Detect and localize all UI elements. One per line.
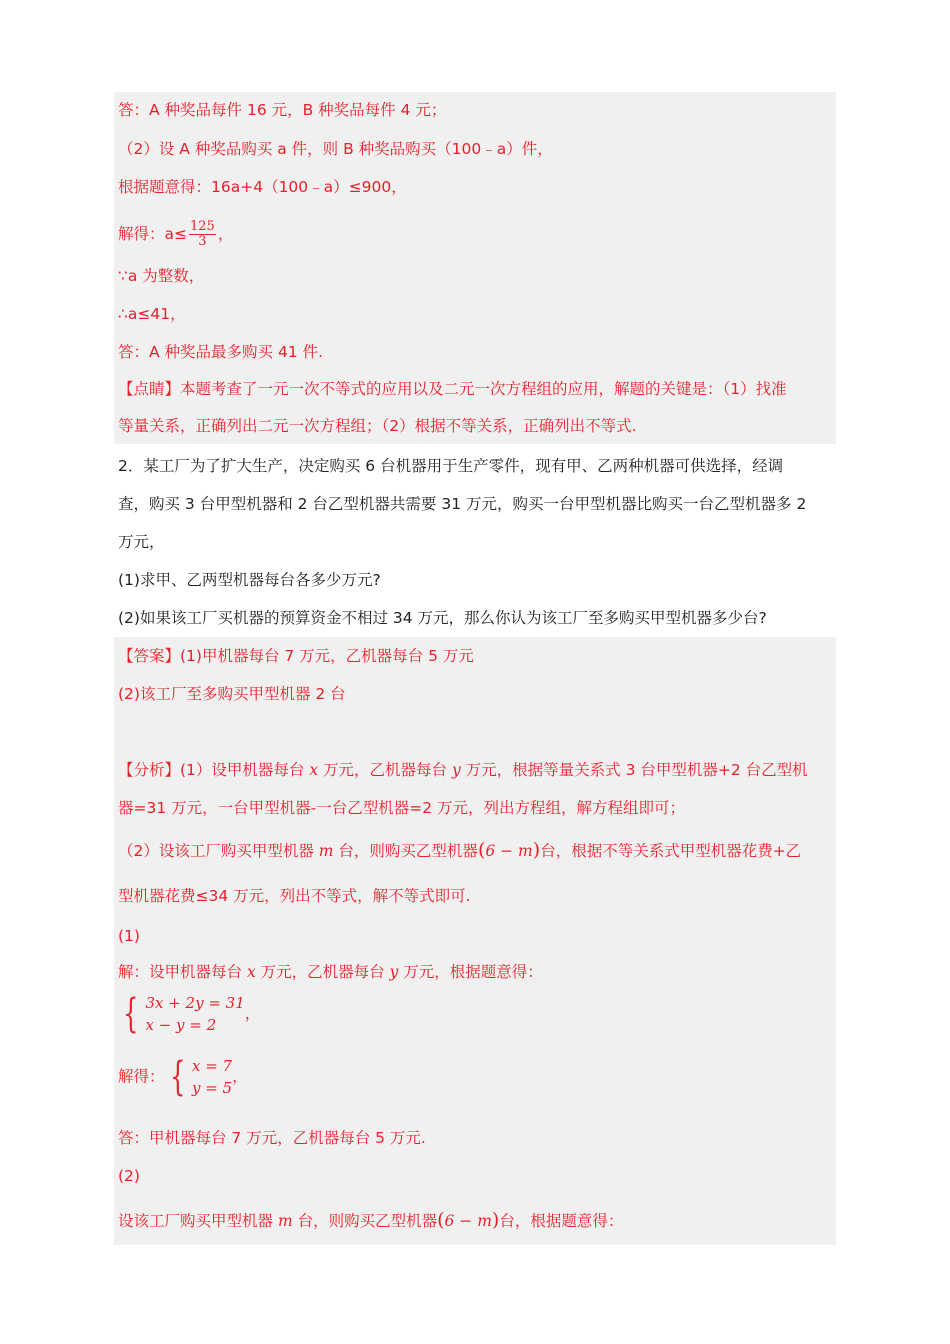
q2-analysis-var-x: x bbox=[309, 761, 319, 779]
q2-analysis-var-y: y bbox=[451, 761, 461, 779]
q1-part2-inequality: 根据题意得：16a+4（100﹣a）≤900， bbox=[118, 178, 407, 196]
q2-answer-2: (2)该工厂至多购买甲型机器 2 台 bbox=[118, 685, 346, 703]
q2-analysis-text-c: 万元，根据等量关系式 3 台甲型机器+2 台乙型机 bbox=[460, 761, 808, 779]
q2-solution1-setup bbox=[118, 962, 543, 982]
q2-stem-line1: 2．某工厂为了扩大生产，决定购买 6 台机器用于生产零件，现有甲、乙两种机器可供选择，经调 bbox=[118, 457, 784, 475]
q2-equation-system bbox=[118, 992, 260, 1036]
q2-solution-row2: y = 5 bbox=[191, 1079, 233, 1097]
q2-solution-system-block bbox=[165, 1055, 233, 1099]
q1-fraction-numerator: 125 bbox=[190, 219, 215, 234]
q1-therefore-line: ∴a≤41， bbox=[118, 305, 186, 323]
q1-solve-prefix: 解得：a≤ bbox=[118, 225, 187, 243]
q2-s2-text-a: 设该工厂购买甲型机器 bbox=[118, 1212, 278, 1230]
q2-analysis-line4: 型机器花费≤34 万元，列出不等式，解不等式即可. bbox=[118, 887, 471, 905]
q2-subquestion-1: (1)求甲、乙两型机器每台各多少万元? bbox=[118, 571, 381, 589]
q2-analysis-text-a: 【分析】(1）设甲机器每台 bbox=[118, 761, 310, 779]
q2-stem-line2: 查，购买 3 台甲型机器和 2 台乙型机器共需要 31 万元，购买一台甲型机器比购买一台乙型机器多 2 bbox=[118, 495, 807, 513]
q1-comment-line1: 【点睛】本题考查了一元一次不等式的应用以及二元一次方程组的应用，解题的关键是：（1）找准 bbox=[118, 380, 787, 398]
q2-solution2-label: (2) bbox=[118, 1167, 140, 1185]
q2-stem-line3: 万元， bbox=[118, 533, 165, 551]
q1-answer-line: 答：A 种奖品每件 16 元，B 种奖品每件 4 元； bbox=[118, 101, 447, 119]
q2-solution1-answer: 答：甲机器每台 7 万元，乙机器每台 5 万元. bbox=[118, 1129, 426, 1147]
q2-analysis-line3: （2）设该工厂购买甲型机器 m 台，则购买乙型机器(6 − m)台，根据不等关系式甲型机器花费+乙 bbox=[118, 839, 802, 861]
q2-solution-brace: { bbox=[169, 1054, 185, 1100]
q1-fraction bbox=[189, 220, 216, 249]
q2-analysis3-expr: 6 − m bbox=[485, 842, 533, 860]
q2-s1-var-y: y bbox=[389, 963, 399, 981]
q2-s1-text-c: 万元，根据题意得： bbox=[398, 963, 543, 981]
q2-solution-system bbox=[118, 1055, 248, 1099]
q2-s1-var-x: x bbox=[246, 963, 256, 981]
q1-final-answer: 答：A 种奖品最多购买 41 件. bbox=[118, 343, 324, 361]
q2-equation-row2: x − y = 2 bbox=[145, 1016, 217, 1034]
q2-solution-block bbox=[114, 637, 836, 1245]
q2-s2-var-m: m bbox=[277, 1212, 293, 1230]
q2-solution-row1: x = 7 bbox=[191, 1057, 233, 1075]
q2-solution2-setup: 设该工厂购买甲型机器 m 台，则购买乙型机器(6 − m)台，根据题意得： bbox=[118, 1209, 624, 1231]
q2-analysis3-text-c: 台，根据不等关系式甲型机器花费+乙 bbox=[540, 842, 802, 860]
q2-equation-row1: 3x + 2y = 31 bbox=[145, 994, 245, 1012]
q2-solution1-label: (1) bbox=[118, 927, 140, 945]
q2-analysis-line2: 器=31 万元，一台甲型机器-一台乙型机器=2 万元，列出方程组，解方程组即可； bbox=[118, 799, 686, 817]
q2-s1-text-a: 解：设甲机器每台 bbox=[118, 963, 247, 981]
q1-integer-line: ∵a 为整数， bbox=[118, 267, 205, 285]
q1-part2-setup: （2）设 A 种奖品购买 a 件，则 B 种奖品购买（100﹣a）件， bbox=[118, 140, 553, 158]
q2-s2-expr: 6 − m bbox=[444, 1212, 492, 1230]
q2-analysis3-var-m: m bbox=[318, 842, 334, 860]
q2-analysis-text-b: 万元，乙机器每台 bbox=[318, 761, 452, 779]
q2-answer-1: 【答案】(1)甲机器每台 7 万元，乙机器每台 5 万元 bbox=[118, 647, 474, 665]
q2-analysis3-text-b: 台，则购买乙型机器 bbox=[333, 842, 478, 860]
q2-equation-tail: ， bbox=[244, 1004, 261, 1023]
q2-s1-text-b: 万元，乙机器每台 bbox=[255, 963, 390, 981]
q2-s2-text-c: 台，根据题意得： bbox=[499, 1212, 624, 1230]
q1-comment-line2: 等量关系，正确列出二元一次方程组；（2）根据不等关系，正确列出不等式. bbox=[118, 417, 637, 435]
q1-fraction-denominator: 3 bbox=[198, 234, 207, 249]
q2-subquestion-2: (2)如果该工厂买机器的预算资金不相过 34 万元，那么你认为该工厂至多购买甲型机器多少台? bbox=[118, 609, 767, 627]
q2-equation-system-block bbox=[118, 992, 245, 1036]
q2-brace: { bbox=[123, 991, 139, 1037]
q2-solution-prefix: 解得： bbox=[118, 1067, 165, 1086]
q2-solution-tail: ， bbox=[232, 1067, 248, 1086]
q1-solve-line bbox=[118, 220, 233, 249]
q1-solve-suffix: ， bbox=[217, 225, 234, 243]
q2-analysis3-text-a: （2）设该工厂购买甲型机器 bbox=[118, 842, 319, 860]
q2-analysis-line1 bbox=[118, 760, 808, 780]
q2-s2-text-b: 台，则购买乙型机器 bbox=[292, 1212, 438, 1230]
